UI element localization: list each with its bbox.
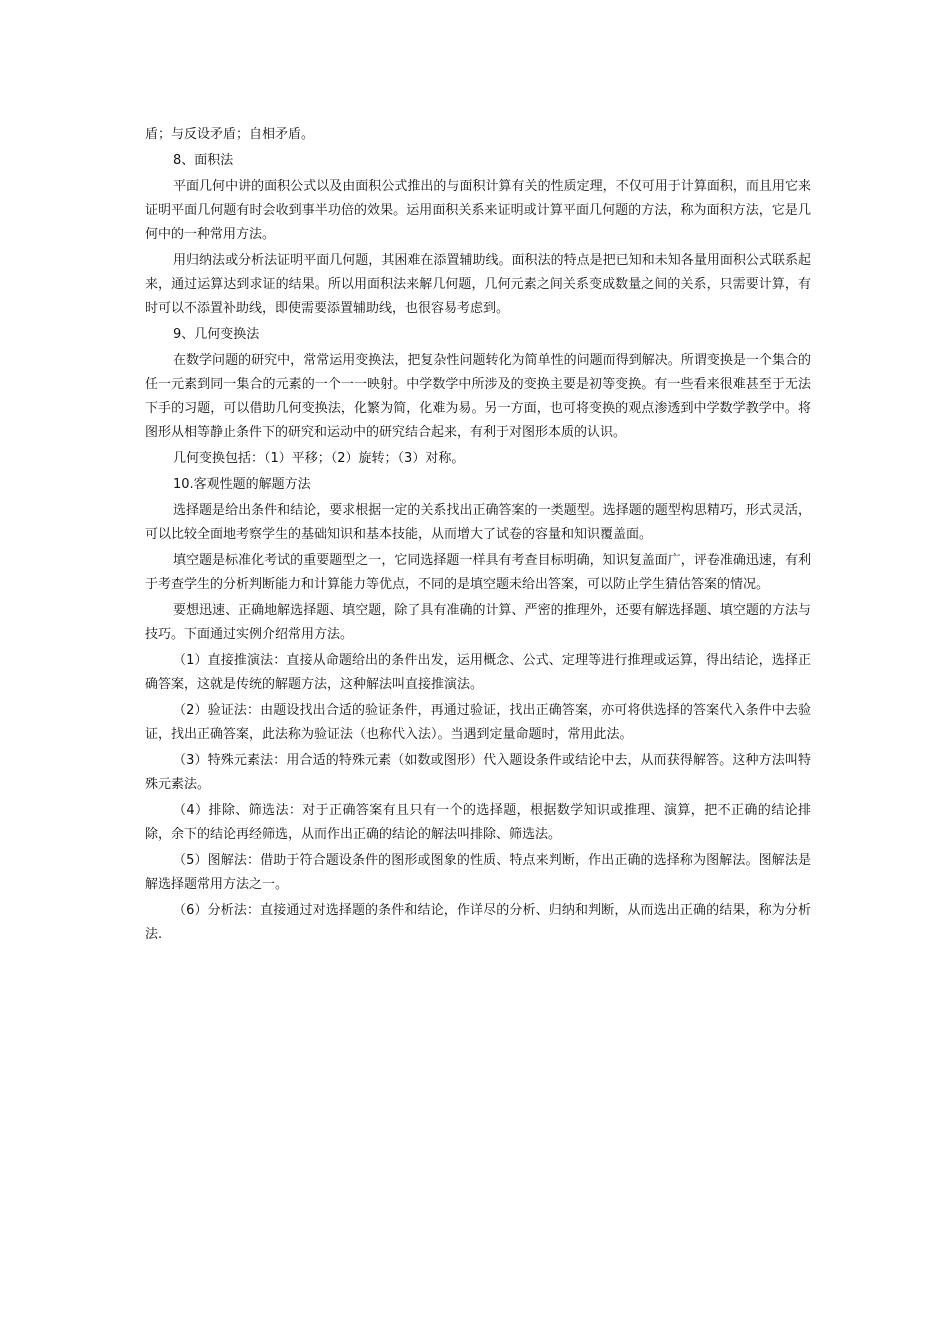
- paragraph: （6）分析法：直接通过对选择题的条件和结论，作详尽的分析、归纳和判断，从而选出正确的结果，称为分析法.: [145, 903, 811, 942]
- paragraph: 几何变换包括：（1）平移；（2）旋转；（3）对称。: [173, 451, 465, 466]
- paragraph: （3）特殊元素法：用合适的特殊元素（如数或图形）代入题设条件或结论中去，从而获得解答。这种方法叫特殊元素法。: [145, 753, 811, 792]
- paragraph: 在数学问题的研究中，常常运用变换法，把复杂性问题转化为简单性的问题而得到解决。所谓变换是一个集合的任一元素到同一集合的元素的一个一一映射。中学数学中所涉及的变换主要是初等变换。有一些看来很难甚至于无法下手的习题，可以借助几何变换法，化繁为简，化难为易。另一方面，也可将变换的观点渗透到中学数学教学中。将图形从相等静止条件下的研究和运动中的研究结合起来，有利于对图形本质的认识。: [145, 353, 811, 440]
- paragraph-continuation: 盾；与反设矛盾；自相矛盾。: [145, 127, 315, 142]
- paragraph: 填空题是标准化考试的重要题型之一，它同选择题一样具有考查目标明确，知识复盖面广，评卷准确迅速，有利于考查学生的分析判断能力和计算能力等优点，不同的是填空题未给出答案，可以防止学生猜估答案的情况。: [145, 553, 811, 592]
- paragraph: 用归纳法或分析法证明平面几何题，其困难在添置辅助线。面积法的特点是把已知和未知各量用面积公式联系起来，通过运算达到求证的结果。所以用面积法来解几何题，几何元素之间关系变成数量之间的关系，只需要计算，有时可以不添置补助线，即使需要添置辅助线，也很容易考虑到。: [145, 253, 811, 316]
- heading-geometric-transformation: 9、几何变换法: [173, 327, 260, 342]
- paragraph: （2）验证法：由题设找出合适的验证条件，再通过验证，找出正确答案，亦可将供选择的答案代入条件中去验证，找出正确答案，此法称为验证法（也称代入法）。当遇到定量命题时，常用此法。: [145, 703, 811, 742]
- paragraph: （4）排除、筛选法：对于正确答案有且只有一个的选择题，根据数学知识或推理、演算，把不正确的结论排除，余下的结论再经筛选，从而作出正确的结论的解法叫排除、筛选法。: [145, 803, 811, 842]
- heading-area-method: 8、面积法: [173, 153, 234, 168]
- document-page: [145, 123, 811, 949]
- paragraph: 要想迅速、正确地解选择题、填空题，除了具有准确的计算、严密的推理外，还要有解选择题、填空题的方法与技巧。下面通过实例介绍常用方法。: [145, 603, 811, 642]
- paragraph: 选择题是给出条件和结论，要求根据一定的关系找出正确答案的一类题型。选择题的题型构思精巧，形式灵活，可以比较全面地考察学生的基础知识和基本技能，从而增大了试卷的容量和知识覆盖面。: [145, 503, 811, 542]
- paragraph: 平面几何中讲的面积公式以及由面积公式推出的与面积计算有关的性质定理，不仅可用于计算面积，而且用它来证明平面几何题有时会收到事半功倍的效果。运用面积关系来证明或计算平面几何题的方法，称为面积方法，它是几何中的一种常用方法。: [145, 179, 811, 242]
- paragraph: （1）直接推演法：直接从命题给出的条件出发，运用概念、公式、定理等进行推理或运算，得出结论，选择正确答案，这就是传统的解题方法，这种解法叫直接推演法。: [145, 653, 811, 692]
- heading-objective-questions: 10.客观性题的解题方法: [173, 477, 311, 492]
- paragraph: （5）图解法：借助于符合题设条件的图形或图象的性质、特点来判断，作出正确的选择称为图解法。图解法是解选择题常用方法之一。: [145, 853, 811, 892]
